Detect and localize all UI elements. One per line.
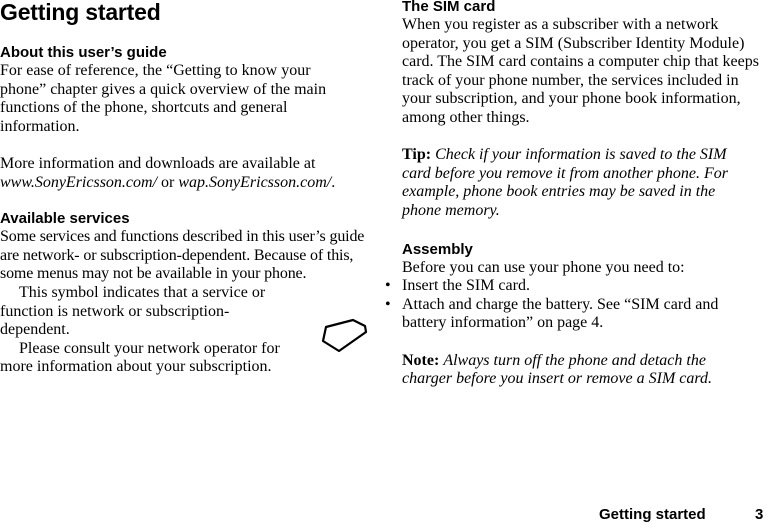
left-column [0, 0, 368, 377]
tip-label: Tip: [402, 146, 432, 164]
sim-paragraph: When you register as a subscriber with a network operator, you get a SIM (Subscriber Identity Module) card. The SIM card contains a computer chip that keeps track of your phone number, the services included in your subscription, and your phone book information, among other things. [402, 16, 759, 126]
consult-operator-text: Please consult your network operator for more information about your subscription. [0, 339, 280, 376]
guide-more-info-lead: More information and downloads are available at [0, 154, 316, 172]
bullet-icon: • [385, 295, 391, 313]
guide-paragraph: For ease of reference, the “Getting to know your phone” chapter gives a quick overview of the main functions of the phone, shortcuts and general information. [0, 62, 327, 135]
list-item-text: Attach and charge the battery. See “SIM card and battery information” on page 4. [402, 295, 719, 332]
guide-more-info [0, 155, 368, 192]
network-symbol [320, 316, 370, 356]
link-sonyericsson-wap[interactable]: wap.SonyEricsson.com/ [178, 173, 332, 191]
section-heading-guide: About this user’s guide [0, 44, 167, 61]
right-column [385, 0, 764, 389]
note-label: Note: [402, 351, 440, 369]
period: . [331, 173, 336, 191]
list-item-text: Insert the SIM card. [402, 277, 530, 295]
list-item [385, 295, 742, 333]
page-number: 3 [755, 506, 764, 523]
footer-section-title: Getting started [599, 506, 706, 523]
symbol-description-text: This symbol indicates that a service or function is network or subscription-dependent. [0, 283, 266, 339]
section-heading-services: Available services [0, 210, 130, 228]
symbol-description [0, 284, 282, 340]
assembly-intro: Before you can use your phone you need to: [402, 258, 685, 276]
note-text: Always turn off the phone and detach the charger before you insert or remove a SIM card. [402, 351, 712, 388]
page-title: Getting started [0, 0, 161, 25]
tip [402, 146, 754, 220]
services-paragraph: Some services and functions described in this user’s guide are network- or subscription-dependent. Because of this, some menus may not be available in your phone. [0, 228, 365, 283]
list-item [385, 277, 764, 296]
section-heading-sim: The SIM card [402, 0, 496, 15]
tip-text: Check if your information is saved to the SIM card before you remove it from another phone. For example, phone book entries may be saved in the phone memory. [402, 146, 729, 219]
note [402, 352, 742, 389]
sim-card-symbol-icon [320, 316, 370, 356]
link-sonyericsson-web[interactable]: www.SonyEricsson.com/ [0, 173, 158, 191]
assembly-steps [385, 277, 764, 333]
consult-operator [0, 340, 300, 377]
or-text: or [161, 173, 175, 191]
section-heading-assembly: Assembly [402, 240, 473, 258]
bullet-icon: • [385, 277, 391, 295]
